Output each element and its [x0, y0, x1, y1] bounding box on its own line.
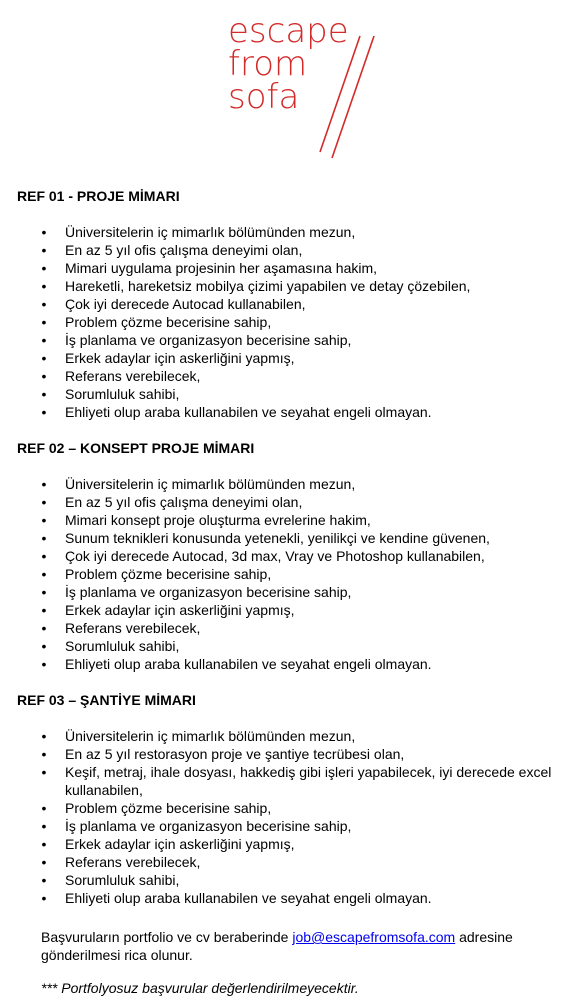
bullet-icon: •: [41, 350, 47, 366]
job-listings: [17, 187, 557, 925]
list-item-text: Üniversitelerin iç mimarlık bölümünden mezun,: [65, 476, 356, 492]
bullet-icon: •: [41, 296, 47, 312]
list-item-text: Mimari uygulama projesinin her aşamasına hakim,: [65, 260, 378, 276]
list-item-text: Referans verebilecek,: [65, 368, 201, 384]
bullet-icon: •: [41, 638, 47, 654]
list-item-text: Problem çözme becerisine sahip,: [65, 566, 272, 582]
list-item-text: Hareketli, hareketsiz mobilya çizimi yapabilen ve detay çözebilen,: [65, 278, 471, 294]
list-item-text: Referans verebilecek,: [65, 854, 201, 870]
escape-from-sofa-logo: [228, 11, 378, 154]
list-item: [17, 295, 557, 313]
list-item: [17, 799, 557, 817]
list-item-text: Sorumluluk sahibi,: [65, 872, 180, 888]
bullet-icon: •: [41, 836, 47, 852]
bullet-icon: •: [41, 620, 47, 636]
list-item-text: Problem çözme becerisine sahip,: [65, 314, 272, 330]
logo-word-sofa: sofa: [228, 77, 300, 117]
list-item: [17, 763, 557, 799]
list-item: [17, 889, 557, 907]
section-ref-02: [17, 439, 557, 673]
bullet-icon: •: [41, 386, 47, 402]
list-item: [17, 241, 557, 259]
list-item: [17, 871, 557, 889]
bullet-icon: •: [41, 548, 47, 564]
bullet-icon: •: [41, 530, 47, 546]
list-item: [17, 637, 557, 655]
bullet-icon: •: [41, 476, 47, 492]
bullet-icon: •: [41, 404, 47, 420]
list-item-text: Çok iyi derecede Autocad kullanabilen,: [65, 296, 306, 312]
list-item: [17, 349, 557, 367]
email-link[interactable]: job@escapefromsofa.com: [292, 929, 456, 945]
bullet-icon: •: [41, 224, 47, 240]
list-item-text: Çok iyi derecede Autocad, 3d max, Vray ve Photoshop kullanabilen,: [65, 548, 485, 564]
bullet-icon: •: [41, 332, 47, 348]
list-item: [17, 511, 557, 529]
bullet-icon: •: [41, 764, 47, 780]
list-item: [17, 529, 557, 547]
list-item-text: Sunum teknikleri konusunda yetenekli, yenilikçi ve kendine güvenen,: [65, 530, 490, 546]
list-item-text: Referans verebilecek,: [65, 620, 201, 636]
section-ref-01: [17, 187, 557, 421]
bullet-icon: •: [41, 368, 47, 384]
list-item: [17, 277, 557, 295]
bullet-icon: •: [41, 242, 47, 258]
list-item-text: Mimari konsept proje oluşturma evrelerine hakim,: [65, 512, 371, 528]
list-item-text: Erkek adaylar için askerliğini yapmış,: [65, 836, 295, 852]
bullet-icon: •: [41, 494, 47, 510]
section-title: REF 03 – ŞANTİYE MİMARI: [17, 692, 196, 708]
bullet-icon: •: [41, 800, 47, 816]
list-item: [17, 565, 557, 583]
bullet-icon: •: [41, 566, 47, 582]
bullet-icon: •: [41, 854, 47, 870]
section-title: REF 02 – KONSEPT PROJE MİMARI: [17, 440, 255, 456]
list-item: [17, 835, 557, 853]
list-item: [17, 313, 557, 331]
requirements-list: [17, 727, 557, 907]
list-item-text: İş planlama ve organizasyon becerisine sahip,: [65, 332, 352, 348]
list-item: [17, 817, 557, 835]
logo-word-escape: escape: [228, 11, 349, 51]
apply-text-before: Başvuruların portfolio ve cv beraberinde: [41, 929, 293, 945]
list-item-text: İş planlama ve organizasyon becerisine sahip,: [65, 584, 352, 600]
bullet-icon: •: [41, 890, 47, 906]
list-item: [17, 583, 557, 601]
bullet-icon: •: [41, 584, 47, 600]
list-item: [17, 547, 557, 565]
list-item: [17, 259, 557, 277]
list-item-text: Sorumluluk sahibi,: [65, 638, 180, 654]
list-item: [17, 745, 557, 763]
list-item-text: İş planlama ve organizasyon becerisine sahip,: [65, 818, 352, 834]
list-item-text: Üniversitelerin iç mimarlık bölümünden mezun,: [65, 224, 356, 240]
list-item: [17, 493, 557, 511]
list-item-text: Erkek adaylar için askerliğini yapmış,: [65, 602, 295, 618]
list-item: [17, 655, 557, 673]
list-item: [17, 475, 557, 493]
list-item: [17, 331, 557, 349]
bullet-icon: •: [41, 512, 47, 528]
list-item: [17, 367, 557, 385]
list-item-text: Problem çözme becerisine sahip,: [65, 800, 272, 816]
apply-text-after: adresine gönderilmesi rica olunur.: [41, 929, 513, 963]
list-item-text: Sorumluluk sahibi,: [65, 386, 180, 402]
bullet-icon: •: [41, 818, 47, 834]
requirements-list: [17, 223, 557, 421]
list-item-text: Keşif, metraj, ihale dosyası, hakkediş gibi işleri yapabilecek, iyi derecede excel kullanabilen,: [65, 764, 552, 798]
bullet-icon: •: [41, 872, 47, 888]
bullet-icon: •: [41, 656, 47, 672]
list-item: [17, 727, 557, 745]
bullet-icon: •: [41, 602, 47, 618]
list-item: [17, 601, 557, 619]
bullet-icon: •: [41, 278, 47, 294]
list-item: [17, 223, 557, 241]
list-item-text: Erkek adaylar için askerliğini yapmış,: [65, 350, 295, 366]
section-title: REF 01 - PROJE MİMARI: [17, 188, 180, 204]
list-item-text: Üniversitelerin iç mimarlık bölümünden mezun,: [65, 728, 356, 744]
list-item-text: Ehliyeti olup araba kullanabilen ve seyahat engeli olmayan.: [65, 404, 432, 420]
application-instructions: [41, 928, 541, 964]
list-item-text: Ehliyeti olup araba kullanabilen ve seyahat engeli olmayan.: [65, 890, 432, 906]
bullet-icon: •: [41, 314, 47, 330]
list-item-text: Ehliyeti olup araba kullanabilen ve seyahat engeli olmayan.: [65, 656, 432, 672]
portfolio-note: *** Portfolyosuz başvurular değerlendirilmeyecektir.: [41, 980, 359, 996]
list-item: [17, 853, 557, 871]
requirements-list: [17, 475, 557, 673]
list-item-text: En az 5 yıl ofis çalışma deneyimi olan,: [65, 242, 303, 258]
section-ref-03: [17, 691, 557, 907]
list-item: [17, 619, 557, 637]
list-item-text: En az 5 yıl ofis çalışma deneyimi olan,: [65, 494, 303, 510]
logo-word-from: from: [228, 44, 308, 84]
list-item-text: En az 5 yıl restorasyon proje ve şantiye tecrübesi olan,: [65, 746, 405, 762]
bullet-icon: •: [41, 728, 47, 744]
list-item: [17, 403, 557, 421]
bullet-icon: •: [41, 746, 47, 762]
logo-slashes-icon: [282, 34, 382, 160]
list-item: [17, 385, 557, 403]
bullet-icon: •: [41, 260, 47, 276]
